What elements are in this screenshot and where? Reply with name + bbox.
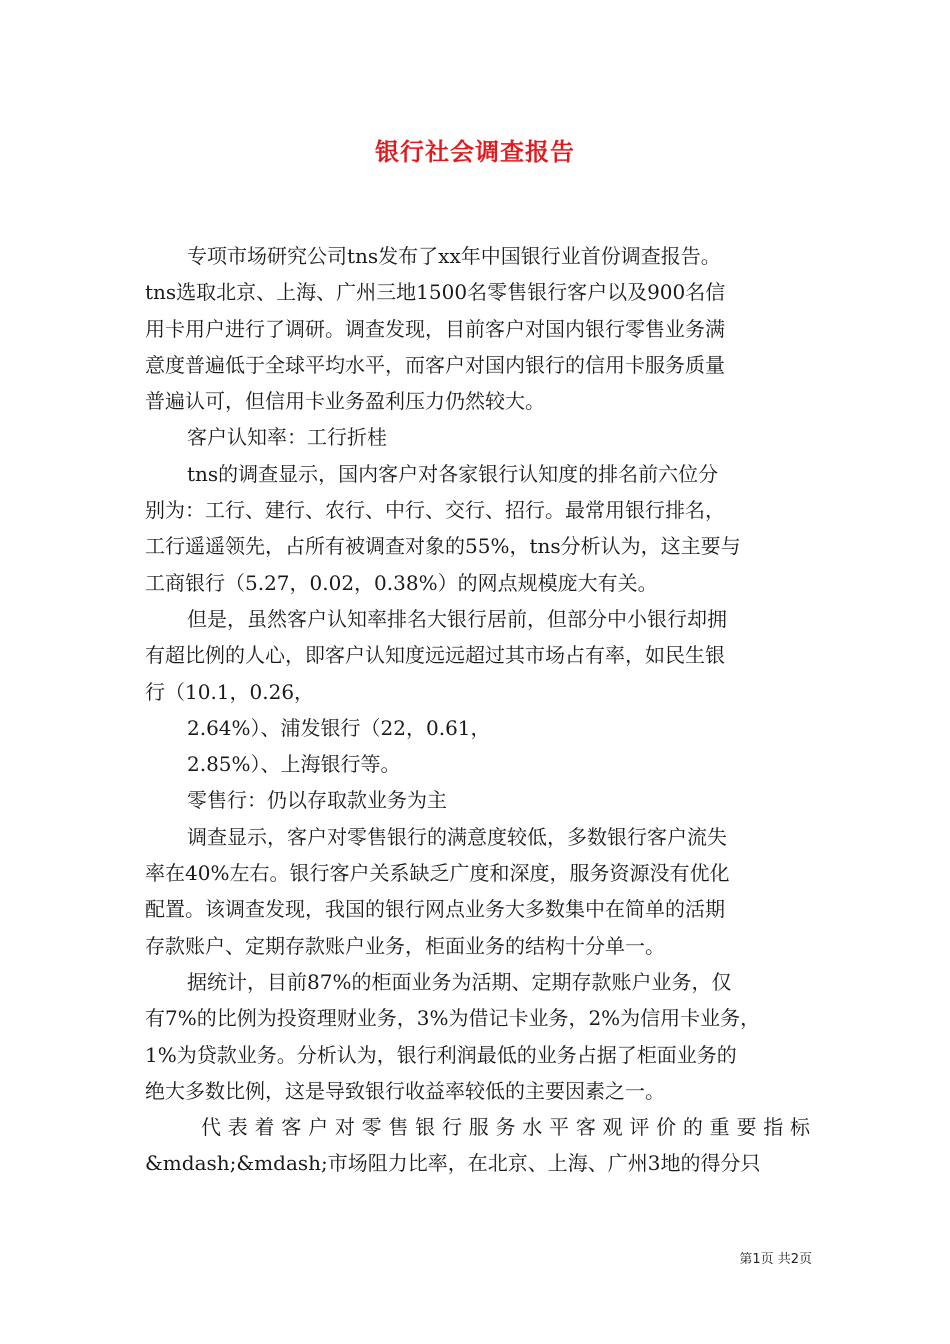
body-line: 工商银行（5.27，0.02，0.38%）的网点规模庞大有关。 <box>145 570 658 595</box>
page-number: 第1页 共2页 <box>739 1252 812 1267</box>
body-line: &mdash;&mdash;市场阻力比率，在北京、上海、广州3地的得分只 <box>145 1151 761 1176</box>
body-line: 工行遥遥领先，占所有被调查对象的55%，tns分析认为，这主要与 <box>145 534 741 559</box>
body-line: 2.85%）、上海银行等。 <box>187 752 401 777</box>
body-line: 绝大多数比例，这是导致银行收益率较低的主要因素之一。 <box>145 1078 665 1103</box>
body-line: 但是，虽然客户认知率排名大银行居前，但部分中小银行却拥 <box>187 606 727 631</box>
body-line: 别为：工行、建行、农行、中行、交行、招行。最常用银行排名， <box>145 498 725 523</box>
body-line: 率在40%左右。银行客户关系缺乏广度和深度，服务资源没有优化 <box>145 861 730 886</box>
body-line: 配置。该调查发现，我国的银行网点业务大多数集中在简单的活期 <box>145 897 725 922</box>
body-line: 代表着客户对零售银行服务水平客观评价的重要指标 <box>201 1115 810 1140</box>
body-line: 2.64%）、浦发银行（22，0.61， <box>187 715 491 740</box>
document-body <box>145 238 810 1182</box>
body-line: 存款账户、定期存款账户业务，柜面业务的结构十分单一。 <box>145 933 665 958</box>
body-line: tns的调查显示，国内客户对各家银行认知度的排名前六位分 <box>187 461 719 486</box>
body-line: 行（10.1，0.26， <box>145 679 315 704</box>
body-line: 专项市场研究公司tns发布了xx年中国银行业首份调查报告。 <box>187 244 721 268</box>
body-line: 据统计，目前87%的柜面业务为活期、定期存款账户业务，仅 <box>187 969 732 994</box>
body-line: tns选取北京、上海、广州三地1500名零售银行客户以及900名信 <box>145 280 726 305</box>
section-heading: 零售行：仍以存取款业务为主 <box>187 788 447 813</box>
body-line: 普遍认可，但信用卡业务盈利压力仍然较大。 <box>145 389 545 414</box>
body-line: 用卡用户进行了调研。调查发现，目前客户对国内银行零售业务满 <box>145 316 725 341</box>
body-line: 有7%的比例为投资理财业务，3%为借记卡业务，2%为信用卡业务， <box>145 1006 761 1031</box>
section-heading: 客户认知率：工行折桂 <box>187 425 387 450</box>
body-line: 有超比例的人心，即客户认知度远远超过其市场占有率，如民生银 <box>145 643 725 668</box>
document-title: 银行社会调查报告 <box>375 138 575 166</box>
body-line: 1%为贷款业务。分析认为，银行利润最低的业务占据了柜面业务的 <box>145 1042 737 1067</box>
body-line: 意度普遍低于全球平均水平，而客户对国内银行的信用卡服务质量 <box>145 352 725 377</box>
body-line: 调查显示，客户对零售银行的满意度较低，多数银行客户流失 <box>187 824 727 849</box>
